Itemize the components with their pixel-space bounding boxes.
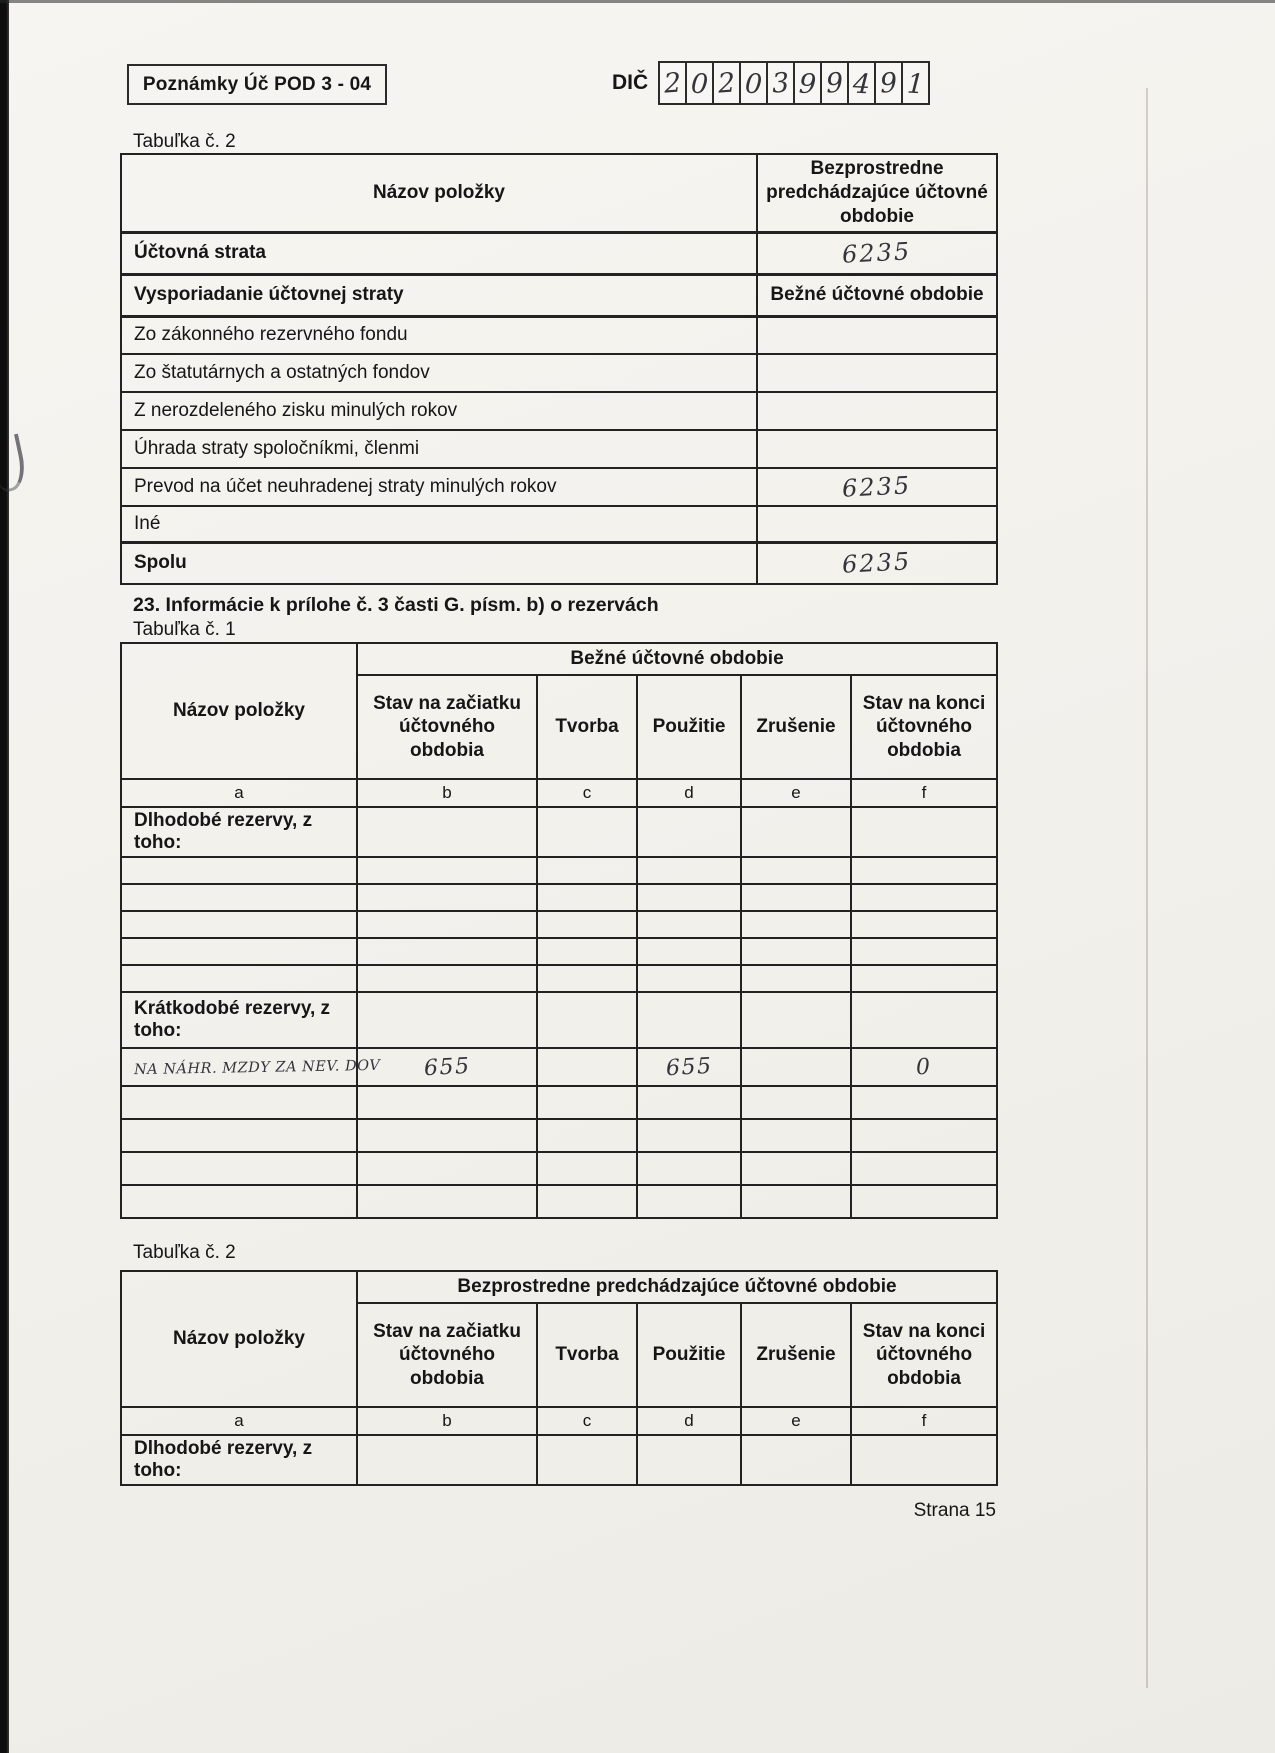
handwritten-value: 655 (423, 1053, 471, 1081)
row-label: Účtovná strata (121, 232, 757, 274)
empty-cell (741, 992, 851, 1048)
handwritten-value: 655 (665, 1053, 713, 1081)
empty-cell (357, 1086, 537, 1119)
row-label: Dlhodobé rezervy, z toho: (121, 807, 357, 857)
empty-cell (741, 807, 851, 857)
table-row (121, 938, 997, 965)
scan-artifact-mark (0, 433, 29, 493)
empty-cell (537, 992, 637, 1048)
dic-digit-cell (768, 63, 795, 103)
table-row (121, 354, 997, 392)
empty-cell (537, 807, 637, 857)
row-value-cell (757, 392, 997, 430)
empty-cell (637, 992, 741, 1048)
table-row (121, 1152, 997, 1185)
empty-cell (637, 857, 741, 884)
empty-cell (121, 1152, 357, 1185)
empty-cell (637, 938, 741, 965)
dic-digit-cell (903, 63, 928, 103)
empty-cell (851, 965, 997, 992)
handwritten-digit: 4 (852, 68, 872, 100)
row-value-cell (757, 354, 997, 392)
empty-cell (637, 1152, 741, 1185)
letter-cell: c (537, 779, 637, 807)
form-id-label: Poznámky Úč POD 3 - 04 (142, 73, 372, 95)
empty-cell (537, 965, 637, 992)
letter-cell: c (537, 1407, 637, 1435)
empty-cell (851, 1152, 997, 1185)
empty-cell (537, 911, 637, 938)
letter-cell: e (741, 779, 851, 807)
table-caption: Tabuľka č. 2 (133, 131, 236, 152)
empty-cell (537, 938, 637, 965)
column-header: Zrušenie (741, 675, 851, 779)
empty-cell (637, 1185, 741, 1218)
column-header: Názov položky (121, 643, 357, 779)
empty-cell (851, 1119, 997, 1152)
loss-settlement-table (120, 153, 998, 585)
dic-digit-cell (795, 63, 822, 103)
row-label: Krátkodobé rezervy, z toho: (121, 992, 357, 1048)
empty-cell (741, 938, 851, 965)
handwritten-digit: 1 (906, 68, 926, 100)
empty-cell (851, 911, 997, 938)
empty-cell (357, 857, 537, 884)
backpage-edge-line (1146, 88, 1148, 1688)
form-id-box (127, 64, 387, 105)
empty-cell (851, 1435, 997, 1485)
table-row (121, 392, 997, 430)
letter-row (121, 779, 997, 807)
empty-cell (637, 884, 741, 911)
empty-cell (851, 857, 997, 884)
empty-cell (741, 911, 851, 938)
handwritten-digit: 0 (744, 68, 764, 100)
column-header: Zrušenie (741, 1303, 851, 1407)
empty-cell (537, 884, 637, 911)
handwritten-value: 6235 (841, 547, 913, 580)
empty-cell (637, 1119, 741, 1152)
table-row (121, 911, 997, 938)
empty-cell (121, 911, 357, 938)
handwritten-digit: 9 (879, 66, 899, 100)
table-caption: Tabuľka č. 1 (133, 619, 236, 640)
column-header: Názov položky (121, 1271, 357, 1407)
row-label: Úhrada straty spoločníkmi, členmi (121, 430, 757, 468)
empty-cell (637, 807, 741, 857)
empty-cell (357, 938, 537, 965)
letter-cell: a (121, 1407, 357, 1435)
column-header: Stav na konci účtovného obdobia (851, 1303, 997, 1407)
dic-digit-cell (714, 63, 741, 103)
table-header-row (121, 1271, 997, 1303)
letter-cell: f (851, 1407, 997, 1435)
period-header: Bežné účtovné obdobie (357, 643, 997, 675)
empty-cell (741, 1185, 851, 1218)
row-value-cell (357, 1048, 537, 1086)
empty-cell (121, 884, 357, 911)
empty-cell (851, 807, 997, 857)
empty-cell (741, 965, 851, 992)
column-header: Bezprostredne predchádzajúce účtovné obdobie (757, 154, 997, 232)
empty-cell (121, 1119, 357, 1152)
section-heading: 23. Informácie k prílohe č. 3 časti G. písm. b) o rezervách (133, 594, 659, 616)
table-row (121, 807, 997, 857)
table-row (121, 1185, 997, 1218)
row-label: Z nerozdeleného zisku minulých rokov (121, 392, 757, 430)
table-row (121, 430, 997, 468)
row-value-cell (537, 1048, 637, 1086)
empty-cell (121, 857, 357, 884)
row-label: Prevod na účet neuhradenej straty minulých rokov (121, 468, 757, 506)
row-label: Zo štatutárnych a ostatných fondov (121, 354, 757, 392)
column-header: Tvorba (537, 675, 637, 779)
table-row (121, 992, 997, 1048)
dic-digit-boxes (658, 61, 930, 105)
empty-cell (357, 1152, 537, 1185)
row-label: Dlhodobé rezervy, z toho: (121, 1435, 357, 1485)
row-value-cell (757, 232, 997, 274)
row-value-cell (757, 468, 997, 506)
empty-cell (357, 807, 537, 857)
empty-cell (121, 938, 357, 965)
table-row (121, 232, 997, 274)
handwritten-digit: 2 (717, 66, 737, 100)
row-value-cell (757, 316, 997, 354)
row-label: Spolu (121, 542, 757, 584)
empty-cell (357, 884, 537, 911)
row-label (121, 1048, 381, 1086)
empty-cell (357, 911, 537, 938)
empty-cell (357, 1435, 537, 1485)
empty-cell (357, 965, 537, 992)
handwritten-value: 6235 (841, 237, 913, 269)
empty-cell (357, 1185, 537, 1218)
handwritten-digit: 9 (798, 68, 818, 100)
table-row (121, 1119, 997, 1152)
dic-digit-cell (741, 63, 768, 103)
handwritten-digit: 0 (690, 68, 710, 100)
table-row (121, 884, 997, 911)
empty-cell (121, 965, 357, 992)
handwritten-value: 0 (915, 1054, 933, 1080)
column-header: Stav na konci účtovného obdobia (851, 675, 997, 779)
letter-cell: b (357, 1407, 537, 1435)
row-value-cell (741, 1048, 851, 1086)
empty-cell (537, 1086, 637, 1119)
empty-cell (637, 1086, 741, 1119)
dic-digit-cell (876, 63, 903, 103)
empty-cell (741, 1152, 851, 1185)
reserves-table-current (120, 642, 998, 1219)
empty-cell (357, 1119, 537, 1152)
empty-cell (537, 857, 637, 884)
row-value-cell (757, 542, 997, 584)
empty-cell (637, 1435, 741, 1485)
row-value-cell (757, 506, 997, 542)
letter-cell: f (851, 779, 997, 807)
table-row (121, 274, 997, 316)
empty-cell (741, 1086, 851, 1119)
empty-cell (637, 911, 741, 938)
table-caption: Tabuľka č. 2 (133, 1242, 236, 1263)
row-value-cell: Bežné účtovné obdobie (757, 274, 997, 316)
table-row (121, 857, 997, 884)
table-row (121, 542, 997, 584)
letter-row (121, 1407, 997, 1435)
table-header-row (121, 154, 997, 232)
empty-cell (537, 1185, 637, 1218)
reserves-table-previous (120, 1270, 998, 1486)
empty-cell (537, 1152, 637, 1185)
table-row (121, 1048, 997, 1086)
handwritten-digit: 9 (825, 66, 845, 100)
column-header: Použitie (637, 1303, 741, 1407)
handwritten-item-name: NA NÁHR. MZDY ZA NEV. DOV (133, 1057, 381, 1079)
scan-edge-top (0, 0, 1275, 3)
page-number: Strana 15 (913, 1500, 996, 1521)
row-label: Zo zákonného rezervného fondu (121, 316, 757, 354)
table-row (121, 965, 997, 992)
empty-cell (741, 1119, 851, 1152)
empty-cell (357, 992, 537, 1048)
row-label: Vysporiadanie účtovnej straty (121, 274, 757, 316)
column-header: Názov položky (121, 154, 757, 232)
letter-cell: d (637, 1407, 741, 1435)
table-row (121, 1435, 997, 1485)
empty-cell (121, 1185, 357, 1218)
empty-cell (121, 1086, 357, 1119)
row-value-cell (637, 1048, 741, 1086)
handwritten-digit: 3 (771, 66, 791, 100)
row-value-cell (757, 430, 997, 468)
empty-cell (851, 992, 997, 1048)
dic-field (612, 61, 930, 105)
period-header: Bezprostredne predchádzajúce účtovné obdobie (357, 1271, 997, 1303)
dic-digit-cell (822, 63, 849, 103)
dic-digit-cell (660, 63, 687, 103)
empty-cell (637, 965, 741, 992)
letter-cell: a (121, 779, 357, 807)
table-header-row (121, 643, 997, 675)
table-row (121, 1086, 997, 1119)
empty-cell (537, 1435, 637, 1485)
handwritten-value: 6235 (841, 471, 913, 503)
empty-cell (851, 884, 997, 911)
column-header: Stav na začiatku účtovného obdobia (357, 675, 537, 779)
letter-cell: e (741, 1407, 851, 1435)
dic-digit-cell (849, 63, 876, 103)
row-label: Iné (121, 506, 757, 542)
empty-cell (851, 938, 997, 965)
handwritten-digit: 2 (663, 66, 683, 100)
letter-cell: d (637, 779, 741, 807)
letter-cell: b (357, 779, 537, 807)
empty-cell (537, 1119, 637, 1152)
table-row (121, 468, 997, 506)
dic-digit-cell (687, 63, 714, 103)
column-header: Tvorba (537, 1303, 637, 1407)
empty-cell (851, 1086, 997, 1119)
empty-cell (741, 1435, 851, 1485)
row-value-cell (851, 1048, 997, 1086)
empty-cell (741, 857, 851, 884)
scan-edge-left (0, 0, 9, 1753)
dic-label: DIČ (612, 71, 649, 94)
column-header: Použitie (637, 675, 741, 779)
empty-cell (851, 1185, 997, 1218)
table-row (121, 316, 997, 354)
empty-cell (741, 884, 851, 911)
column-header: Stav na začiatku účtovného obdobia (357, 1303, 537, 1407)
table-row (121, 506, 997, 542)
